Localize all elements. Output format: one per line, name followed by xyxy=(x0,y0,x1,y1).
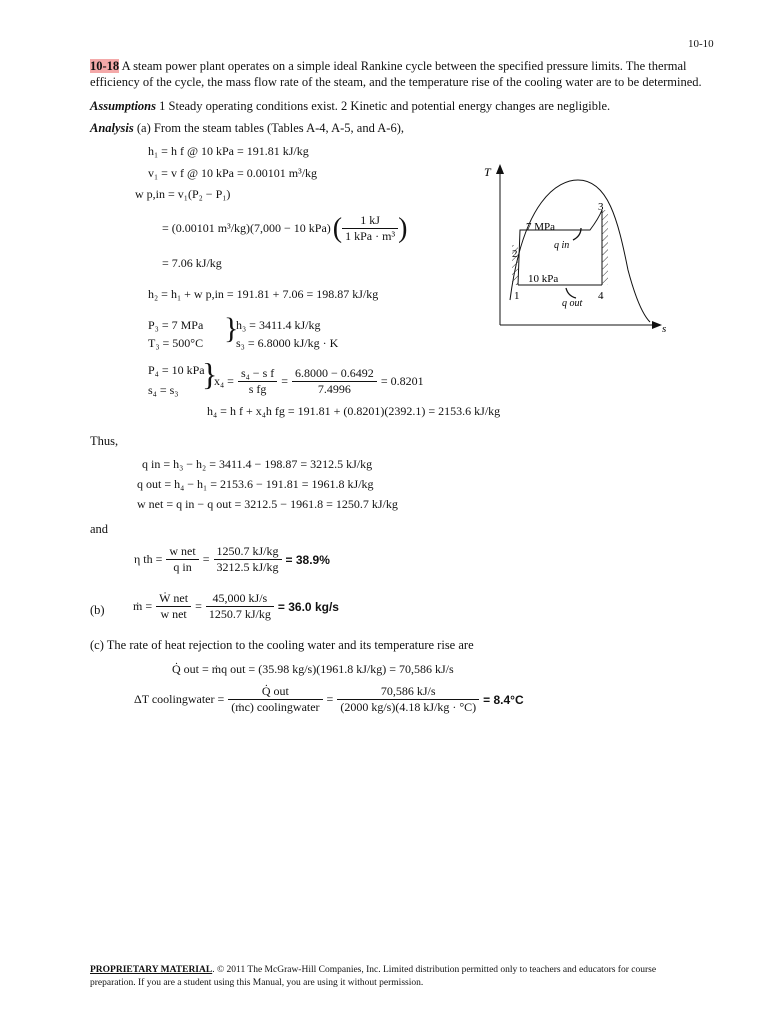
eq-qout: q out = h₄ − h₁ = 2153.6 − 191.81 = 1961.8 kJ/kg xyxy=(137,477,374,491)
conv-num: 1 kJ xyxy=(342,213,398,229)
t-axis-arrow-icon xyxy=(496,164,504,174)
problem-text-2: efficiency of the cycle, the mass flow rate of the steam, and the temperature rise of the cooling water are to be determined. xyxy=(90,75,702,89)
dT-result: = 8.4°C xyxy=(483,692,524,707)
x4-den2: 7.4996 xyxy=(317,382,351,396)
assumptions xyxy=(90,99,610,114)
problem-statement xyxy=(90,59,686,74)
eff-den1: q in xyxy=(173,560,192,574)
eff-lhs: η th = xyxy=(134,552,163,566)
eq-wp: w p,in = v₁(P₂ − P₁) xyxy=(135,187,231,201)
state3-s: s₃ = 6.8000 kJ/kg · K xyxy=(236,336,339,350)
eff-den2: 3212.5 kJ/kg xyxy=(216,560,279,574)
dT-num2: 70,586 kJ/s xyxy=(337,684,479,700)
thus-label: Thus, xyxy=(90,434,119,448)
state3-h: h₃ = 3411.4 kJ/kg xyxy=(236,318,321,332)
eq-x4 xyxy=(214,366,424,397)
x4-result: = 0.8201 xyxy=(380,374,424,388)
cycle-heating-upper xyxy=(556,210,602,230)
mdot-den1: w net xyxy=(160,607,187,621)
state3-P: P₃ = 7 MPa xyxy=(148,318,204,332)
dT-den1: (ṁc) coolingwater xyxy=(231,700,320,714)
problem-text-1: A steam power plant operates on a simple ideal Rankine cycle between the specified pressure limits. The thermal xyxy=(119,59,687,73)
eq-wp-subst-text: = (0.00101 m³/kg)(7,000 − 10 kPa) xyxy=(162,221,331,235)
ts-diagram xyxy=(478,160,668,335)
x4-num: s₄ − s f xyxy=(238,366,277,382)
eff-fraction-symbolic xyxy=(166,544,198,575)
eq-h1: h₁ = h f @ 10 kPa = 191.81 kJ/kg xyxy=(148,144,309,158)
x4-num2: 6.8000 − 0.6492 xyxy=(292,366,377,382)
analysis-intro-text: (a) From the steam tables (Tables A-4, A-5, and A-6), xyxy=(136,121,405,135)
eq-h4: h₄ = h f + x₄h fg = 191.81 + (0.8201)(2392.1) = 2153.6 kJ/kg xyxy=(207,404,501,418)
assumptions-text: 1 Steady operating conditions exist. 2 Kinetic and potential energy changes are negligible. xyxy=(159,99,611,113)
assumptions-label: Assumptions xyxy=(90,99,157,113)
eff-result: = 38.9% xyxy=(285,552,330,567)
conv-den: 1 kPa · m³ xyxy=(345,229,396,243)
open-paren: ( xyxy=(332,212,343,244)
eq-mass-flow xyxy=(133,591,339,622)
dT-lhs: ΔT coolingwater = xyxy=(134,692,225,706)
eq-qout-rate: Q̇ out = ṁq out = (35.98 kg/s)(1961.8 kJ/kg) = 70,586 kJ/s xyxy=(172,662,454,676)
state4-brace: } xyxy=(202,356,218,392)
q-out-label: q out xyxy=(562,298,583,309)
footer-line-2: preparation. If you are a student using this Manual, you are using it without permission. xyxy=(90,978,424,988)
x4-fraction-numeric xyxy=(292,366,377,397)
state4-P: P₄ = 10 kPa xyxy=(148,363,205,377)
mdot-num1: Ẇ net xyxy=(156,591,191,607)
x4-fraction-symbolic xyxy=(238,366,277,397)
footer-text-1: . © 2011 The McGraw-Hill Companies, Inc. Limited distribution permitted only to teachers and educators for course xyxy=(212,965,657,975)
eff-num2: 1250.7 kJ/kg xyxy=(214,544,282,560)
and-label: and xyxy=(90,522,109,536)
page-number: 10-10 xyxy=(688,38,714,50)
axis-T-label: T xyxy=(484,165,491,179)
pressure-low-label: 10 kPa xyxy=(528,273,559,285)
eq-efficiency xyxy=(134,544,330,575)
mdot-fraction-numeric xyxy=(206,591,274,622)
eq-v1: v₁ = v f @ 10 kPa = 0.00101 m³/kg xyxy=(148,166,318,180)
eff-fraction-numeric xyxy=(214,544,282,575)
state4-s: s₄ = s₃ xyxy=(148,383,179,397)
eq-wp-result: = 7.06 kJ/kg xyxy=(162,256,222,270)
eq-qin: q in = h₃ − h₂ = 3411.4 − 198.87 = 3212.5 kJ/kg xyxy=(142,457,373,471)
state3-T: T₃ = 500°C xyxy=(148,336,204,350)
state3-brace: } xyxy=(224,312,239,345)
mdot-lhs: ṁ = xyxy=(133,599,153,613)
close-paren: ) xyxy=(398,212,408,244)
state-4-label: 4 xyxy=(598,290,604,302)
mdot-num2: 45,000 kJ/s xyxy=(206,591,274,607)
eq-wp-substitution xyxy=(162,213,407,244)
q-in-label: q in xyxy=(554,240,570,251)
x4-den: s fg xyxy=(248,382,267,396)
eff-equals: = xyxy=(202,552,210,566)
x4-equals: = xyxy=(281,374,289,388)
problem-number: 10-18 xyxy=(90,59,120,73)
mdot-equals: = xyxy=(195,599,202,613)
dT-den2: (2000 kg/s)(4.18 kJ/kg · °C) xyxy=(340,700,477,714)
turbine-hatch xyxy=(602,210,608,285)
analysis-label: Analysis xyxy=(90,121,134,135)
mdot-den2: 1250.7 kJ/kg xyxy=(208,607,271,621)
footer-label: PROPRIETARY MATERIAL xyxy=(90,965,213,975)
dT-equals: = xyxy=(326,692,334,706)
eq-temperature-rise xyxy=(134,684,524,715)
s-axis-arrow-icon xyxy=(652,321,662,329)
dT-num1: Q̇ out xyxy=(228,684,322,700)
analysis-intro xyxy=(90,121,404,136)
q-out-arrow xyxy=(566,288,576,298)
part-c-intro: (c) The rate of heat rejection to the cooling water and its temperature rise are xyxy=(90,638,474,652)
axis-s-label: s xyxy=(662,323,667,335)
dT-fraction-symbolic xyxy=(228,684,322,715)
mdot-result: = 36.0 kg/s xyxy=(277,599,339,614)
pressure-high-label: 7 MPa xyxy=(526,221,556,233)
eq-wnet: w net = q in − q out = 3212.5 − 1961.8 = 1250.7 kJ/kg xyxy=(137,497,398,511)
state-3-label: 3 xyxy=(598,201,604,213)
eff-num1: w net xyxy=(166,544,198,560)
mdot-fraction-symbolic xyxy=(156,591,191,622)
eq-h2: h₂ = h₁ + w p,in = 191.81 + 7.06 = 198.87 kJ/kg xyxy=(148,287,379,301)
state-1-label: 1 xyxy=(514,290,520,302)
x4-lhs: x₄ = xyxy=(214,374,234,388)
part-b-label: (b) xyxy=(90,603,105,617)
dT-fraction-numeric xyxy=(337,684,479,715)
unit-conversion-fraction xyxy=(342,213,398,244)
footer-line-1 xyxy=(90,965,656,975)
state-2-label: 2 xyxy=(512,248,518,260)
